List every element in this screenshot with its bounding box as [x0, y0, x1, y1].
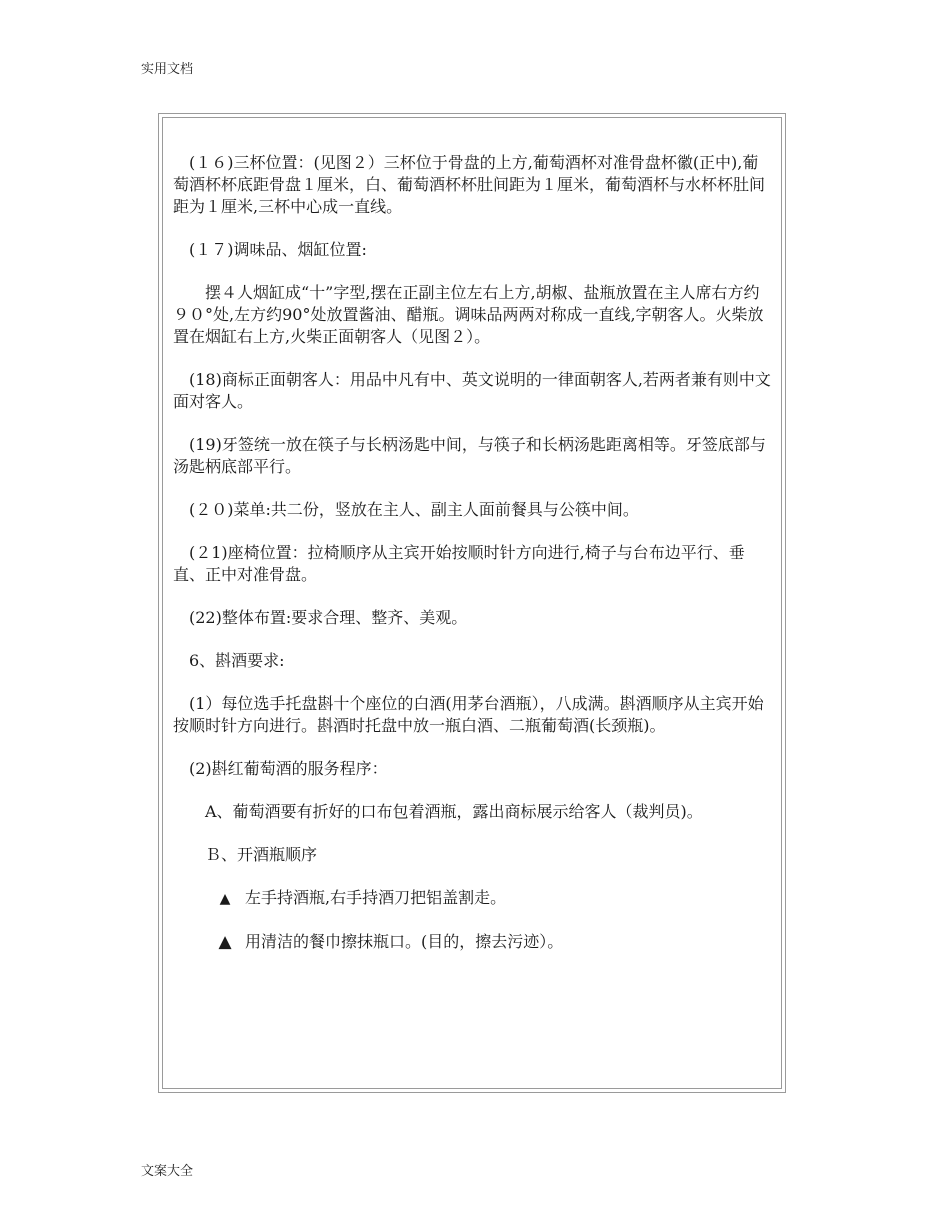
paragraph-b: Ｂ、开酒瓶顺序 — [173, 845, 318, 864]
paragraph-19: (19)牙签统一放在筷子与长柄汤匙中间，与筷子和长柄汤匙距离相等。牙签底部与汤匙柄底部平行。 — [173, 435, 766, 476]
triangle-bullet-icon: ▲ — [219, 891, 231, 907]
bullet-text: 用清洁的餐巾擦抹瓶口。(目的，擦去污迹）。 — [245, 932, 564, 951]
paragraph-17: (１７)调味品、烟缸位置: — [173, 240, 367, 259]
paragraph-a: A、葡萄酒要有折好的口布包着酒瓶，露出商标展示给客人（裁判员)。 — [173, 802, 703, 821]
page-header: 实用文档 — [141, 62, 194, 77]
paragraph-6-2: (2)斟红葡萄酒的服务程序： — [173, 759, 388, 778]
paragraph-21: (２1)座椅位置：拉椅顺序从主宾开始按顺时针方向进行,椅子与台布边平行、垂直、正中对准骨盘。 — [173, 543, 745, 584]
page-footer: 文案大全 — [141, 1164, 194, 1179]
bullet-item — [173, 887, 773, 910]
content-frame — [158, 113, 786, 1093]
bullet-item — [173, 931, 773, 953]
triangle-bullet-icon: ▲ — [218, 932, 232, 952]
content-frame-inner — [162, 117, 782, 1089]
paragraph-22: (22)整体布置:要求合理、整齐、美观。 — [173, 608, 468, 627]
paragraph-6-1: (1）每位选手托盘斟十个座位的白酒(用茅台酒瓶），八成满。斟酒顺序从主宾开始按顺时针方向进行。斟酒时托盘中放一瓶白酒、二瓶葡萄酒(长颈瓶)。 — [173, 694, 764, 735]
section-6-heading: 6、斟酒要求: — [173, 651, 285, 670]
paragraph-ashtray: 摆４人烟缸成“十”字型,摆在正副主位左右上方,胡椒、盐瓶放置在主人席右方约９０°处,左方约90°处放置酱油、醋瓶。调味品两两对称成一直线,字朝客人。火柴放置在烟缸右上方,火柴正面朝客人（见图２）。 — [173, 283, 764, 346]
paragraph-16: (１６)三杯位置：(见图２）三杯位于骨盘的上方,葡萄酒杯对准骨盘杯徽(正中),葡萄酒杯杯底距骨盘１厘米，白、葡萄酒杯杯肚间距为１厘米，葡萄酒杯与水杯杯肚间距为１厘米,三杯中心成一直线。 — [173, 153, 766, 216]
document-body — [173, 152, 773, 974]
bullet-text: 左手持酒瓶,右手持酒刀把铝盖割走。 — [245, 888, 507, 907]
paragraph-20: (２０)菜单:共二份，竖放在主人、副主人面前餐具与公筷中间。 — [173, 500, 639, 519]
paragraph-18: (18)商标正面朝客人：用品中凡有中、英文说明的一律面朝客人,若两者兼有则中文面对客人。 — [173, 370, 771, 411]
